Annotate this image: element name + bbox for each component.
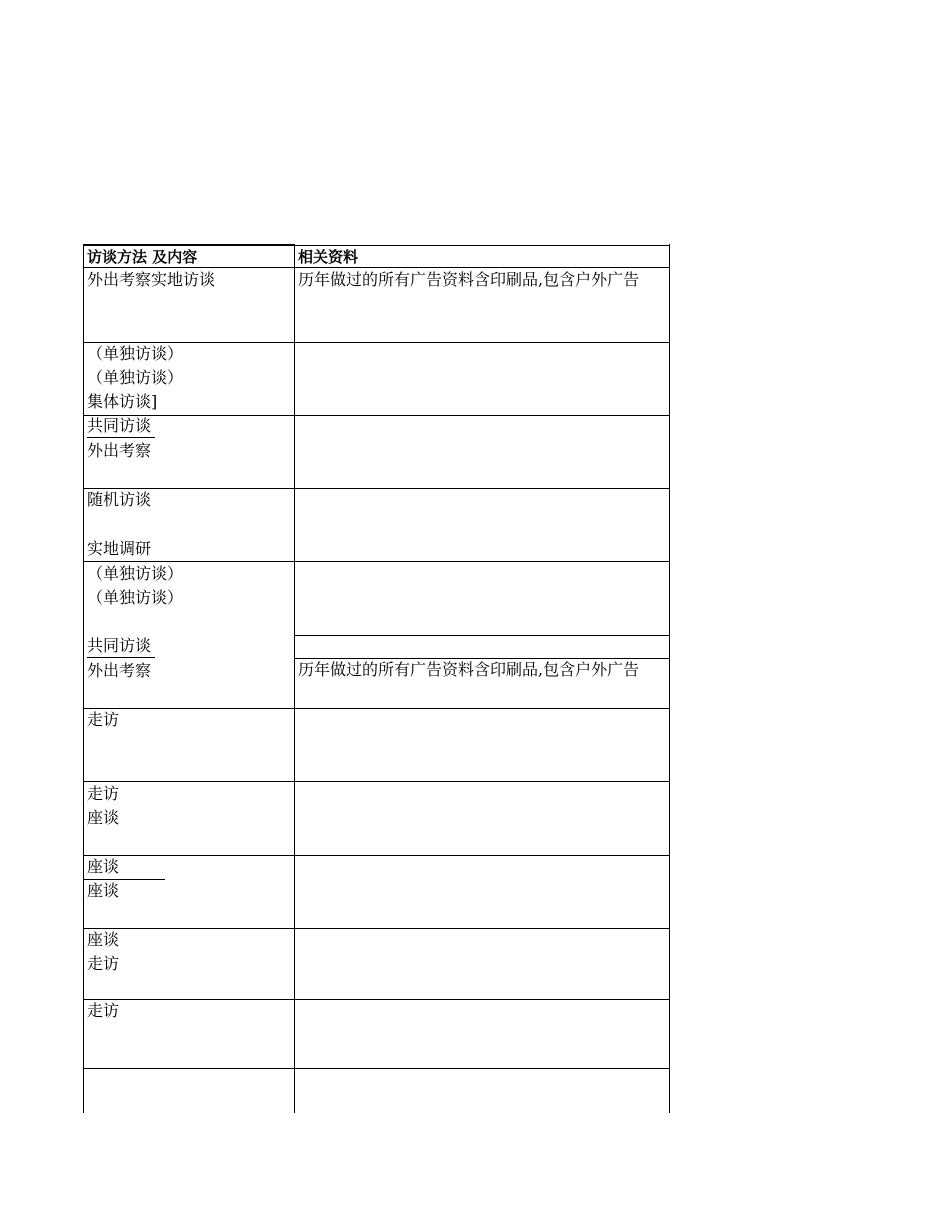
cell-method: 走访 [87, 1001, 120, 1020]
cell-method: 实地调研 [87, 539, 152, 558]
grid-line-row [83, 1068, 670, 1069]
grid-line-row [83, 928, 670, 929]
cell-method: 走访 [87, 784, 120, 803]
cell-method: 外出考察 [87, 441, 152, 460]
cell-method: 共同访谈 [87, 635, 155, 658]
cell-materials: 历年做过的所有广告资料含印刷品,包含户外广告 [298, 660, 640, 679]
grid-line-row [83, 488, 670, 489]
header-col2: 相关资料 [298, 248, 359, 266]
cell-method: 集体访谈] [87, 392, 158, 411]
grid-line-row [83, 415, 670, 416]
grid-line-row-right [294, 635, 670, 636]
grid-line-row [83, 708, 670, 709]
cell-method: 座谈 [87, 808, 120, 827]
cell-method: 座谈 [87, 881, 120, 900]
cell-method: （单独访谈） [87, 344, 184, 363]
cell-method: （单独访谈） [87, 564, 184, 583]
cell-method: 走访 [87, 710, 120, 729]
grid-line-row [83, 999, 670, 1000]
grid-line-middle [294, 244, 295, 1113]
cell-method: 共同访谈 [87, 415, 155, 438]
grid-line-row [83, 855, 670, 856]
cell-method: 外出考察 [87, 661, 152, 680]
grid-line-left [83, 244, 84, 1113]
header-col1: 访谈方法 及内容 [87, 248, 198, 266]
cell-method: 座谈 [87, 930, 120, 949]
cell-method: 走访 [87, 954, 120, 973]
cell-method: 随机访谈 [87, 490, 152, 509]
cell-materials: 历年做过的所有广告资料含印刷品,包含户外广告 [298, 270, 640, 289]
grid-line-row [83, 781, 670, 782]
cell-method: 座谈 [87, 857, 120, 876]
cell-method: （单独访谈） [87, 368, 184, 387]
cell-method: （单独访谈） [87, 588, 184, 607]
grid-line-right [669, 244, 670, 1113]
spreadsheet-table [83, 244, 670, 1113]
cell-method: 外出考察实地访谈 [87, 270, 216, 289]
